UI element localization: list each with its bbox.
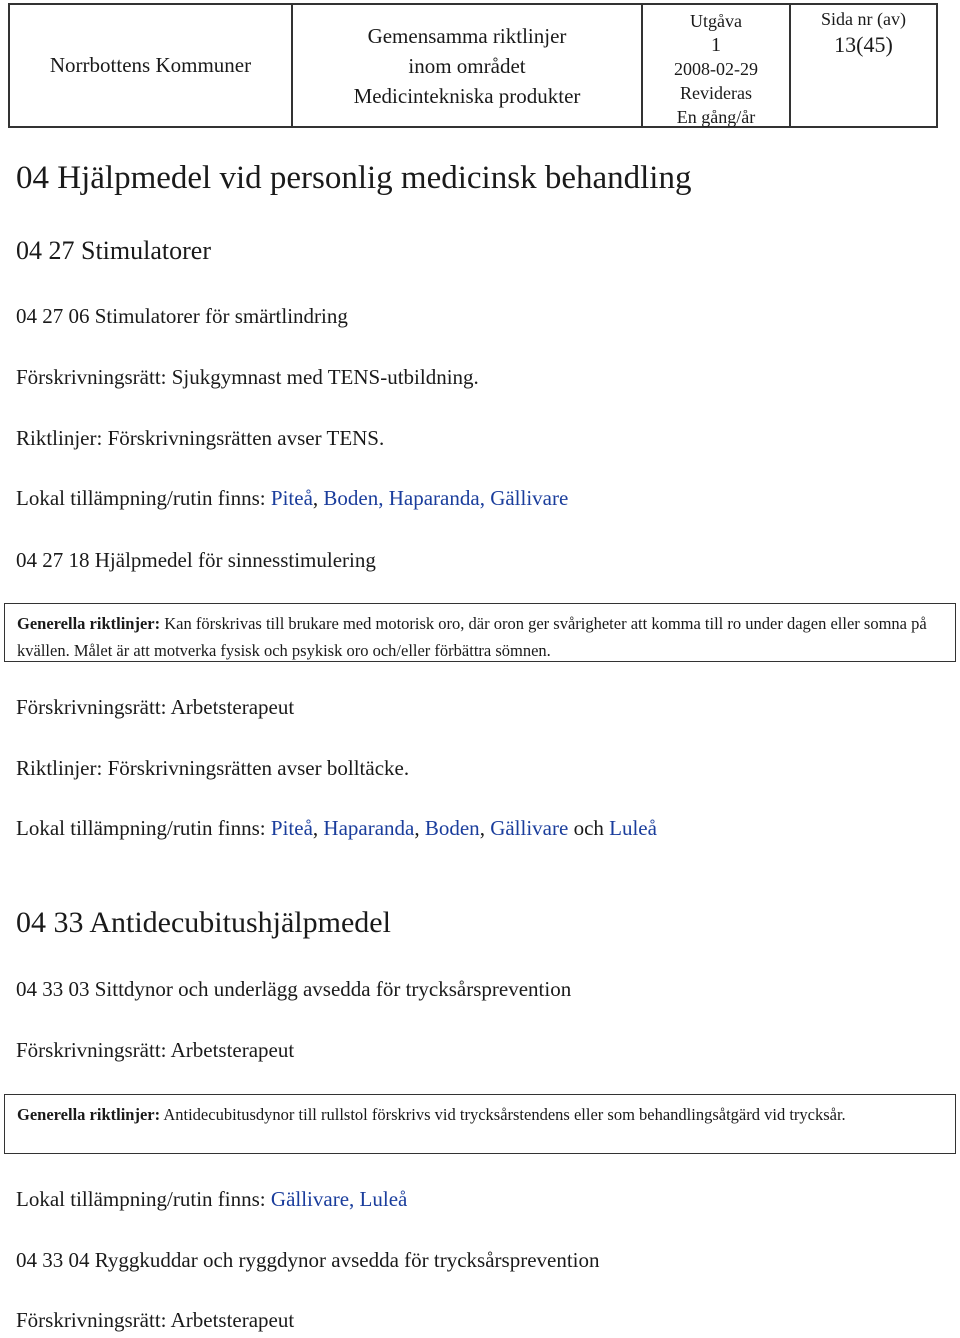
item-heading: 04 27 06 Stimulatorer för smärtlindring bbox=[16, 304, 348, 328]
edition-date: 2008-02-29 bbox=[674, 59, 758, 79]
local-link-pitea[interactable]: Piteå bbox=[270, 486, 313, 510]
guidelines-row bbox=[16, 756, 409, 781]
local-links[interactable]: Gällivare, Luleå bbox=[270, 1187, 408, 1211]
prescription-rights-label: Förskrivningsrätt: bbox=[16, 695, 167, 719]
page-label: Sida nr (av) bbox=[821, 9, 906, 29]
document-header bbox=[8, 3, 938, 128]
review-value: En gång/år bbox=[676, 107, 756, 127]
header-title-cell bbox=[293, 5, 643, 126]
general-guidelines-label: Generella riktlinjer: bbox=[17, 1105, 161, 1124]
item-heading: 04 27 18 Hjälpmedel för sinnesstimulering bbox=[16, 548, 376, 572]
prescription-rights-label: Förskrivningsrätt: bbox=[16, 365, 167, 389]
edition-value: 1 bbox=[711, 34, 721, 56]
prescription-rights-value: Arbetsterapeut bbox=[170, 1308, 295, 1332]
general-guidelines-box bbox=[4, 603, 956, 662]
prescription-rights-value: Arbetsterapeut bbox=[170, 695, 295, 719]
item-heading: 04 33 03 Sittdynor och underlägg avsedda för trycksårsprevention bbox=[16, 977, 572, 1001]
page-number: 13(45) bbox=[834, 32, 893, 57]
subsection-heading: 04 27 Stimulatorer bbox=[16, 236, 211, 265]
guidelines-value: Förskrivningsrätten avser TENS. bbox=[107, 426, 385, 450]
organization-name: Norrbottens Kommuner bbox=[49, 53, 252, 77]
prescription-rights-row bbox=[16, 1308, 294, 1333]
guidelines-label: Riktlinjer: bbox=[16, 426, 103, 450]
prescription-rights-value: Sjukgymnast med TENS-utbildning. bbox=[171, 365, 479, 389]
local-routine-row: Lokal tillämpning/rutin finns: Piteå, Boden, Haparanda, Gällivare bbox=[16, 486, 569, 510]
guidelines-label: Riktlinjer: bbox=[16, 756, 103, 780]
prescription-rights-label: Förskrivningsrätt: bbox=[16, 1038, 167, 1062]
local-routine-row bbox=[16, 1187, 407, 1212]
guidelines-value: Förskrivningsrätten avser bolltäcke. bbox=[107, 756, 410, 780]
header-page-cell bbox=[791, 5, 936, 126]
edition-label: Utgåva bbox=[690, 11, 742, 31]
local-routine-label: Lokal tillämpning/rutin finns: bbox=[16, 1187, 266, 1211]
prescription-rights-value: Arbetsterapeut bbox=[170, 1038, 295, 1062]
guidelines-row bbox=[16, 426, 384, 451]
local-routine-row: Lokal tillämpning/rutin finns: Piteå, Haparanda, Boden, Gällivare och Luleå bbox=[16, 816, 657, 840]
local-link-haparanda[interactable]: Haparanda bbox=[388, 486, 480, 510]
local-link-boden[interactable]: Boden bbox=[424, 816, 480, 840]
local-link-haparanda[interactable]: Haparanda bbox=[323, 816, 415, 840]
review-label: Revideras bbox=[680, 83, 752, 103]
item-heading: 04 33 04 Ryggkuddar och ryggdynor avsedda för trycksårsprevention bbox=[16, 1248, 600, 1272]
local-link-boden[interactable]: Boden bbox=[323, 486, 379, 510]
general-guidelines-box bbox=[4, 1094, 956, 1154]
prescription-rights-row bbox=[16, 1038, 294, 1063]
local-link-pitea[interactable]: Piteå bbox=[270, 816, 313, 840]
header-title-line3: Medicintekniska produkter bbox=[353, 83, 581, 108]
local-routine-label: Lokal tillämpning/rutin finns: bbox=[16, 816, 266, 840]
local-link-gallivare[interactable]: Gällivare bbox=[490, 816, 569, 840]
header-org-cell bbox=[10, 5, 293, 126]
header-title-line1: Gemensamma riktlinjer bbox=[367, 23, 567, 48]
general-guidelines-text: Antidecubitusdynor till rullstol förskrivs vid trycksårstendens eller som behandlingsåtgärd vid trycksår. bbox=[163, 1105, 846, 1124]
local-link-gallivare[interactable]: Gällivare bbox=[490, 486, 569, 510]
prescription-rights-row bbox=[16, 365, 479, 390]
local-routine-label: Lokal tillämpning/rutin finns: bbox=[16, 486, 266, 510]
header-edition-cell bbox=[643, 5, 791, 126]
prescription-rights-row bbox=[16, 695, 294, 720]
header-title-line2: inom området bbox=[408, 53, 526, 78]
local-and: och bbox=[573, 816, 604, 840]
local-link-lulea[interactable]: Luleå bbox=[609, 816, 657, 840]
general-guidelines-label: Generella riktlinjer: bbox=[17, 614, 161, 633]
section-heading: 04 33 Antidecubitushjälpmedel bbox=[16, 906, 391, 939]
prescription-rights-label: Förskrivningsrätt: bbox=[16, 1308, 167, 1332]
section-heading: 04 Hjälpmedel vid personlig medicinsk behandling bbox=[16, 160, 692, 196]
general-guidelines-text: Kan förskrivas till brukare med motorisk oro, där oron ger svårigheter att komma till ro under dagen eller somna på kvällen. Målet är att motverka fysisk och psykisk oro och/eller förbättra sömnen. bbox=[17, 614, 927, 660]
